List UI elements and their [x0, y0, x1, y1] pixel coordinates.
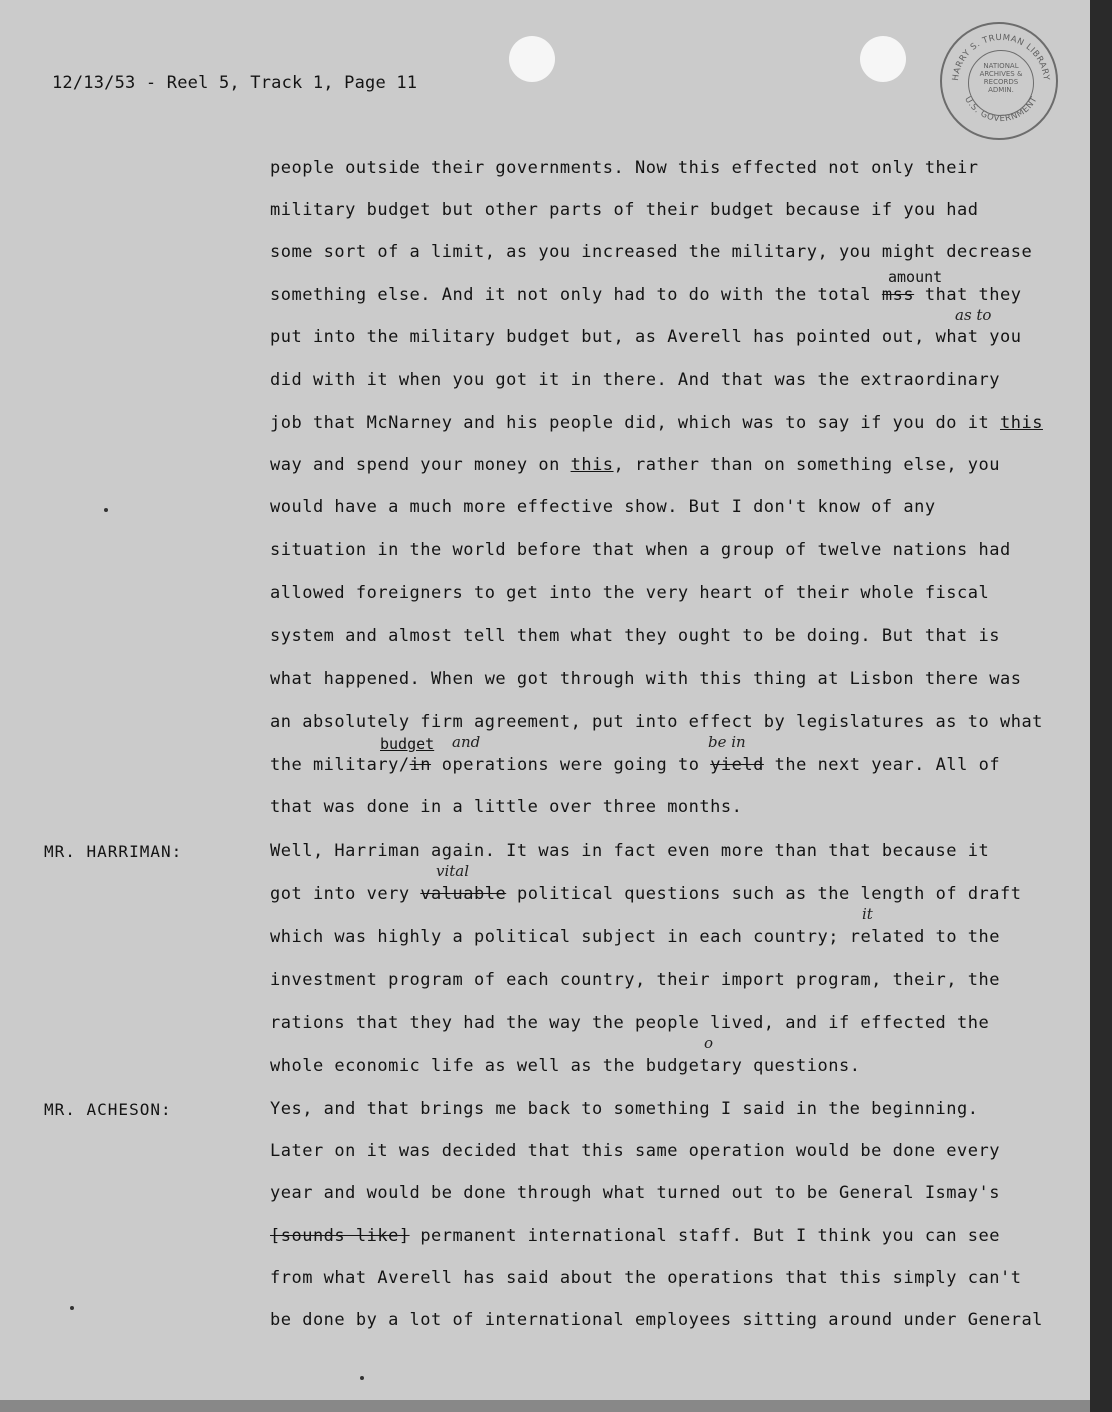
text-line: what happened. When we got through with this thing at Lisbon there was	[270, 669, 1022, 689]
stamp-ring-top: HARRY S. TRUMAN LIBRARY	[950, 32, 1052, 82]
text-line: military budget but other parts of their budget because if you had	[270, 200, 979, 220]
scan-edge-shadow	[1090, 0, 1112, 1412]
speaker-label-acheson: MR. ACHESON:	[44, 1100, 172, 1119]
text-line: some sort of a limit, as you increased the military, you might decrease	[270, 242, 1033, 262]
punch-hole	[509, 36, 555, 82]
handwritten-insert-be-in: be in	[708, 733, 746, 751]
stamp-center-text: NATIONAL ARCHIVES & RECORDS ADMIN.	[979, 62, 1023, 94]
text-line: allowed foreigners to get into the very heart of their whole fiscal	[270, 583, 990, 603]
text-line: [sounds like] permanent international staff. But I think you can see	[270, 1226, 1000, 1246]
text-line: Well, Harriman again. It was in fact even more than that because it	[270, 841, 990, 861]
paper-speck	[104, 508, 108, 512]
inserted-word-amount: amount	[888, 268, 943, 286]
handwritten-insert-and: and	[452, 733, 481, 751]
text-line: would have a much more effective show. But I don't know of any	[270, 497, 936, 517]
text-line: rations that they had the way the people lived, and if effected the	[270, 1013, 990, 1033]
handwritten-insert-as-to: as to	[955, 306, 992, 324]
handwritten-insert-o: o	[704, 1034, 714, 1052]
text-line: did with it when you got it in there. And that was the extraordinary	[270, 370, 1000, 390]
text-line: which was highly a political subject in each country; related to the	[270, 927, 1000, 947]
text-line: the military/in operations were going to yield the next year. All of	[270, 755, 1001, 775]
inserted-word-budget: budget	[380, 735, 435, 753]
text-line: from what Averell has said about the operations that this simply can't	[270, 1268, 1022, 1288]
text-line: system and almost tell them what they ought to be doing. But that is	[270, 626, 1000, 646]
text-line: whole economic life as well as the budgetary questions.	[270, 1056, 861, 1076]
stamp-ring-bottom: U.S. GOVERNMENT	[962, 94, 1040, 125]
text-line: investment program of each country, their import program, their, the	[270, 970, 1000, 990]
crossed-out-word: mss	[881, 285, 915, 305]
text-line: year and would be done through what turned out to be General Ismay's	[270, 1183, 1000, 1203]
text-line: that was done in a little over three months.	[270, 797, 743, 817]
text-line: Later on it was decided that this same operation would be done every	[270, 1141, 1000, 1161]
text-line: Yes, and that brings me back to something I said in the beginning.	[270, 1099, 979, 1119]
text-line: something else. And it not only had to do with the total mss that they	[270, 285, 1022, 305]
text-line: put into the military budget but, as Averell has pointed out, what you	[270, 327, 1022, 347]
paper-speck	[360, 1376, 364, 1380]
archive-stamp	[940, 22, 1058, 140]
text-line: be done by a lot of international employees sitting around under General	[270, 1310, 1043, 1330]
handwritten-insert-vital: vital	[436, 862, 470, 880]
text-line: an absolutely firm agreement, put into effect by legislatures as to what	[270, 712, 1043, 732]
paper-speck	[70, 1306, 74, 1310]
text-line: situation in the world before that when a group of twelve nations had	[270, 540, 1011, 560]
page-header: 12/13/53 - Reel 5, Track 1, Page 11	[52, 73, 418, 93]
text-line: job that McNarney and his people did, which was to say if you do it this	[270, 413, 1043, 433]
text-line: people outside their governments. Now this effected not only their	[270, 158, 979, 178]
speaker-label-harriman: MR. HARRIMAN:	[44, 842, 183, 861]
punch-hole	[860, 36, 906, 82]
text-line: got into very valuable political questions such as the length of draft	[270, 884, 1022, 904]
handwritten-insert-it: it	[862, 905, 873, 923]
text-line: way and spend your money on this, rather than on something else, you	[270, 455, 1001, 475]
